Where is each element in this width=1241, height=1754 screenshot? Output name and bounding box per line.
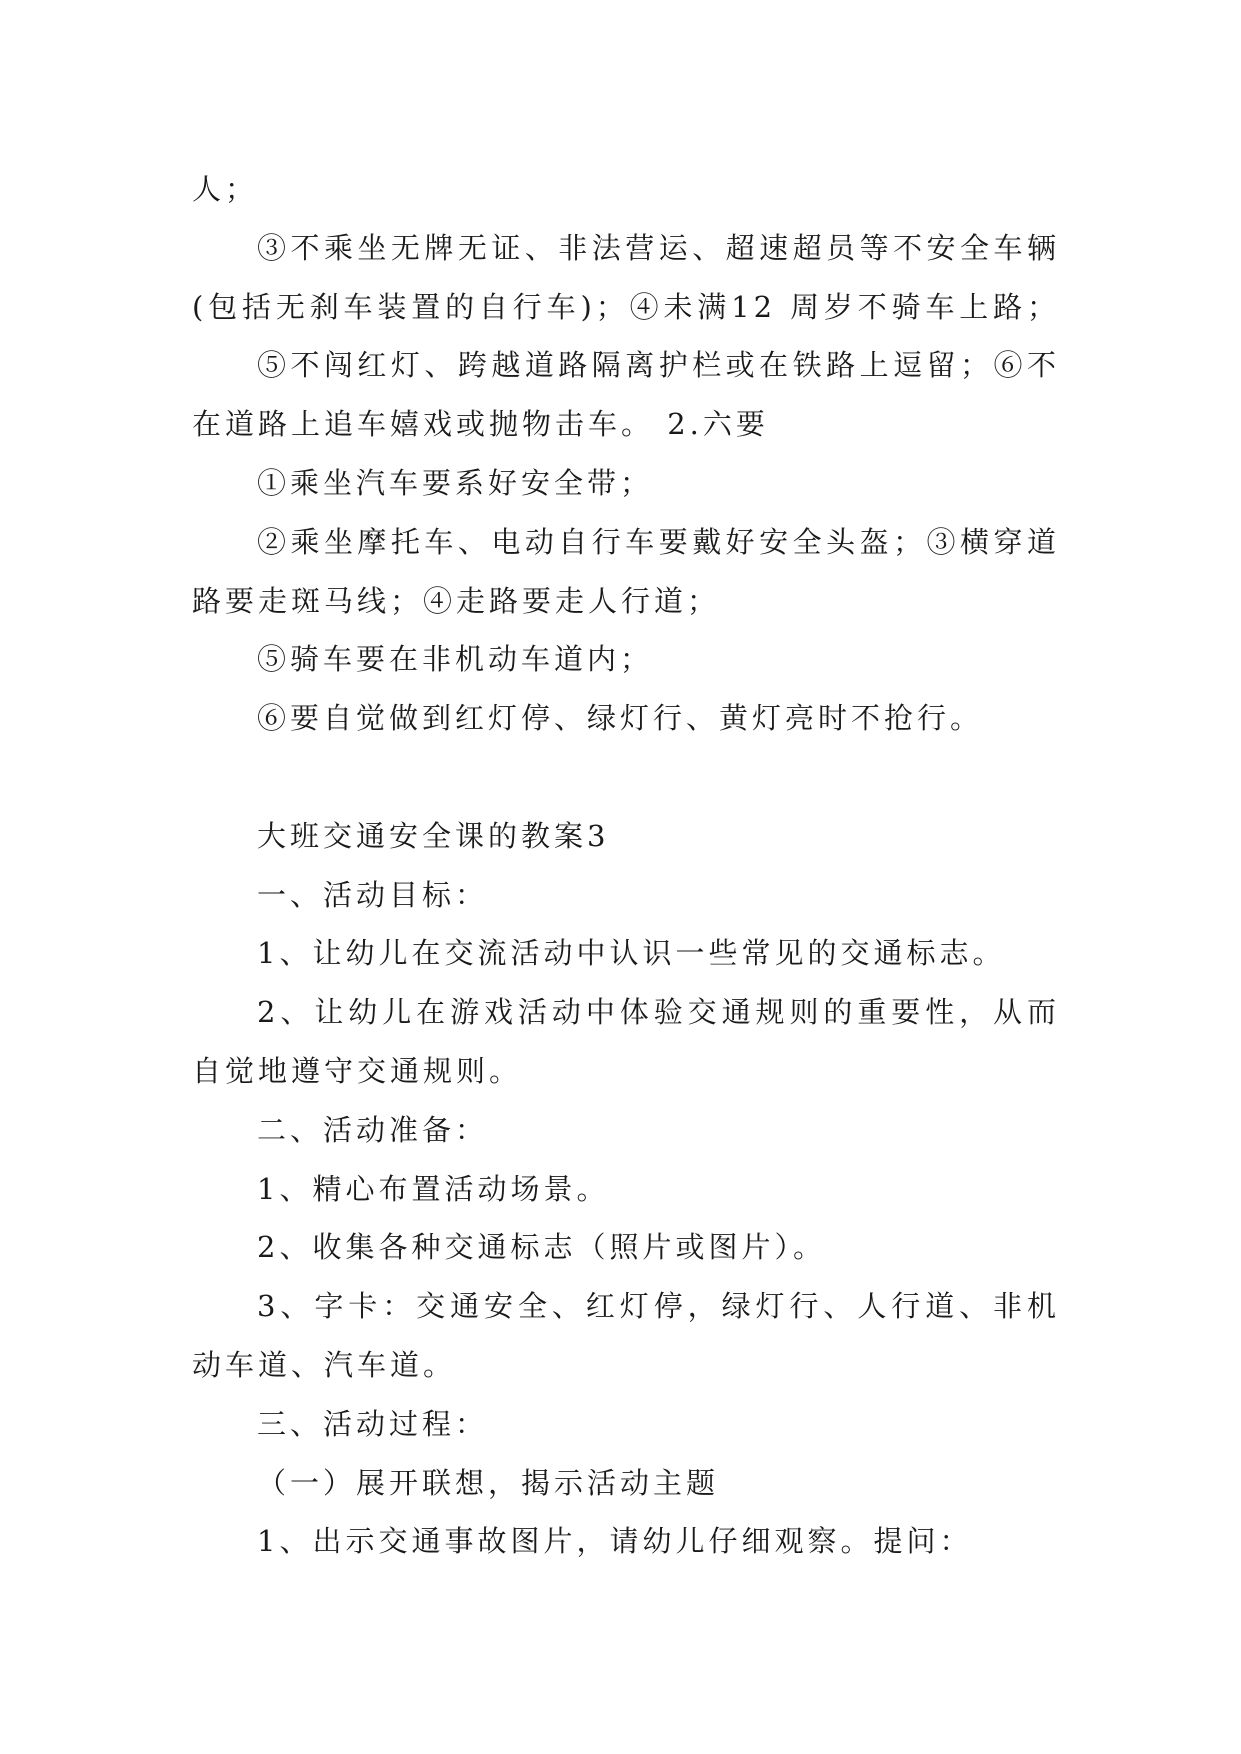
text-line: 1、精心布置活动场景。 xyxy=(257,1171,610,1206)
text-line: 1、让幼儿在交流活动中认识一些常见的交通标志。 xyxy=(257,936,1006,971)
text-line: ⑤不闯红灯、跨越道路隔离护栏或在铁路上逗留；⑥不 xyxy=(257,348,1060,383)
text-line: 路要走斑马线；④走路要走人行道； xyxy=(192,583,721,618)
text-line: 2、让幼儿在游戏活动中体验交通规则的重要性，从而 xyxy=(257,995,1060,1030)
text-line: 2、收集各种交通标志（照片或图片）。 xyxy=(257,1230,826,1265)
text-line: 在道路上追车嬉戏或抛物击车。 2.六要 xyxy=(192,407,769,442)
text-line: 1、出示交通事故图片，请幼儿仔细观察。提问： xyxy=(257,1524,973,1559)
text-line: ③不乘坐无牌无证、非法营运、超速超员等不安全车辆 xyxy=(257,230,1060,265)
section-heading: 二、活动准备： xyxy=(257,1112,489,1147)
text-line: ②乘坐摩托车、电动自行车要戴好安全头盔；③横穿道 xyxy=(257,524,1060,559)
section-heading: 三、活动过程： xyxy=(257,1406,489,1441)
text-line: 自觉地遵守交通规则。 xyxy=(192,1053,523,1088)
text-line: 人； xyxy=(192,172,259,206)
text-line: ①乘坐汽车要系好安全带； xyxy=(257,465,654,500)
text-line: ⑥要自觉做到红灯停、绿灯行、黄灯亮时不抢行。 xyxy=(257,701,984,736)
text-line: ⑤骑车要在非机动车道内； xyxy=(257,642,654,677)
text-line: 3、字卡：交通安全、红灯停，绿灯行、人行道、非机 xyxy=(257,1289,1060,1324)
section-heading: 一、活动目标： xyxy=(257,877,489,912)
paragraph-gap xyxy=(0,748,1241,807)
section-title: 大班交通安全课的教案3 xyxy=(257,818,610,853)
subsection-heading: （一）展开联想，揭示活动主题 xyxy=(257,1465,720,1500)
text-line: 动车道、汽车道。 xyxy=(192,1347,457,1382)
text-line: (包括无刹车装置的自行车)；④未满12 周岁不骑车上路； xyxy=(192,289,1060,324)
